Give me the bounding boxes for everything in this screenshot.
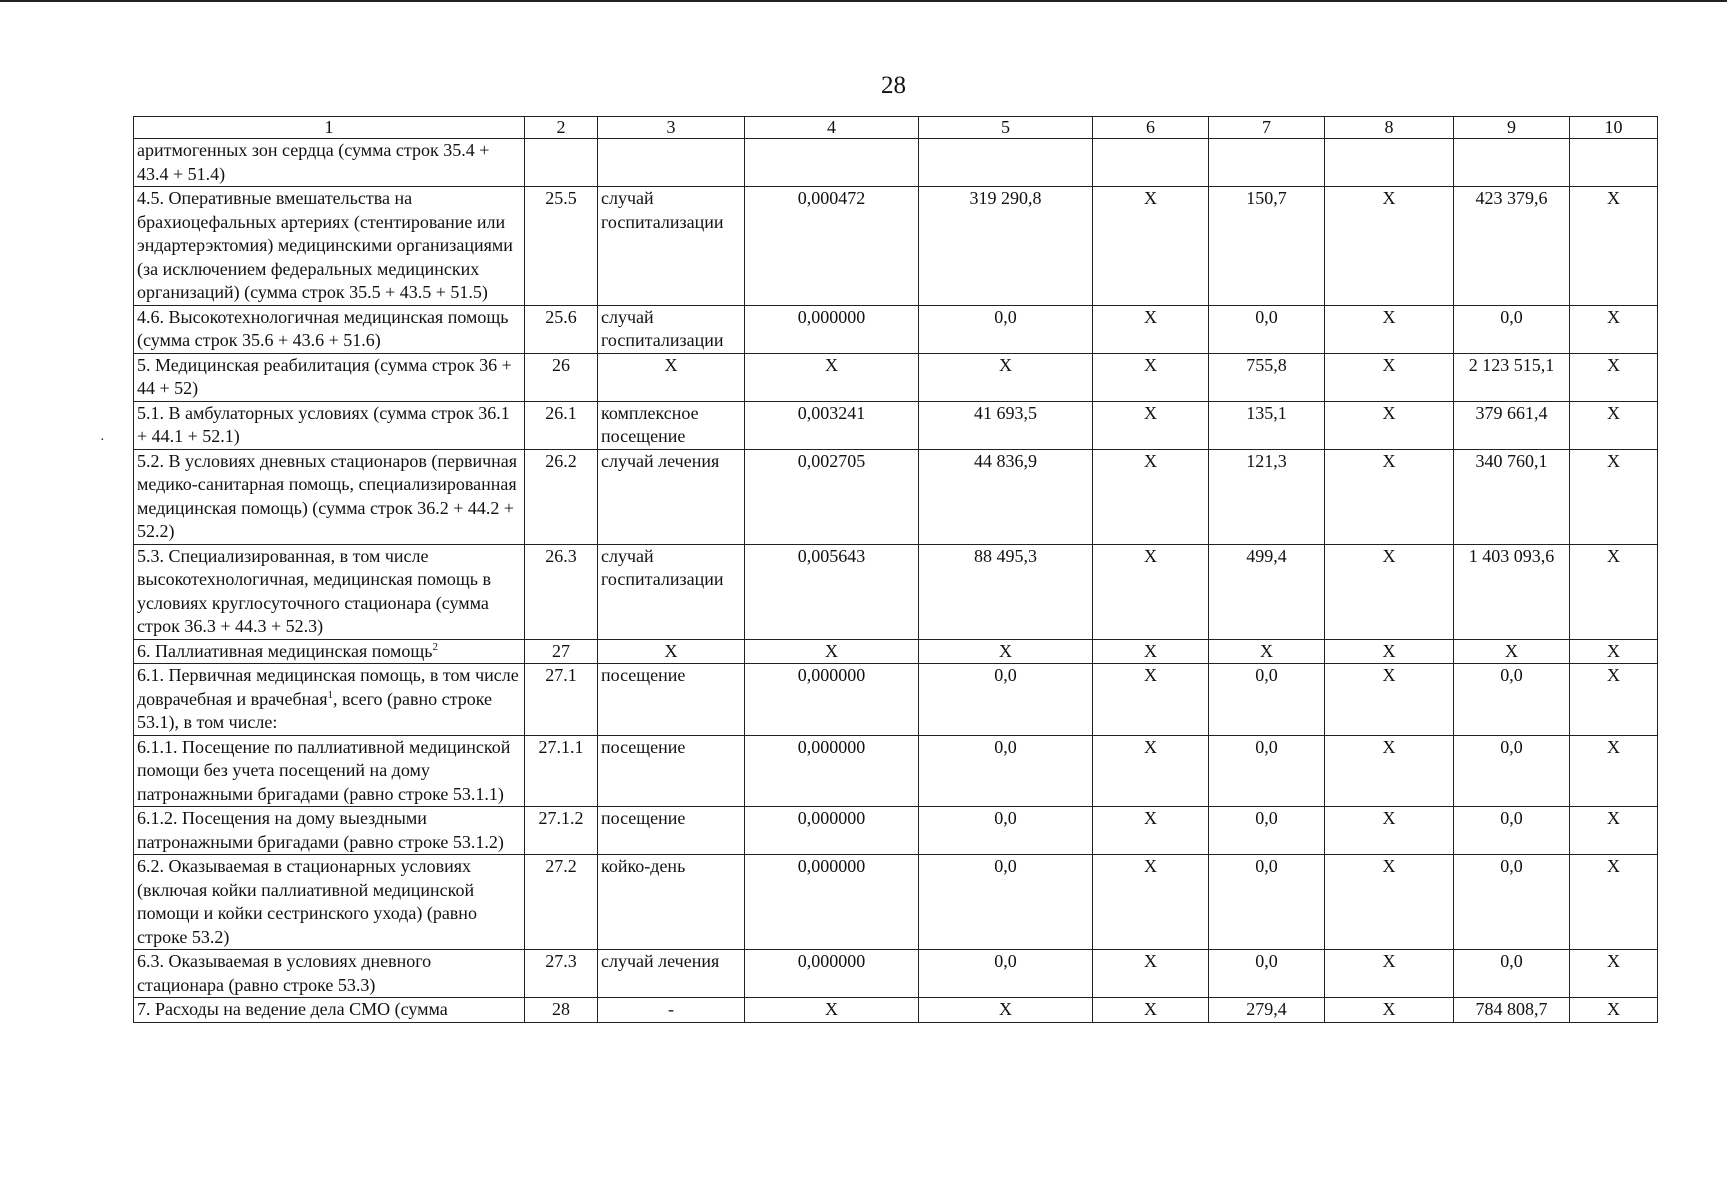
cell-col-8: X bbox=[1325, 401, 1454, 449]
page-top-border bbox=[0, 0, 1727, 2]
cell-col-8: X bbox=[1325, 449, 1454, 544]
cell-col-8 bbox=[1325, 139, 1454, 187]
cell-col-5: 0,0 bbox=[919, 807, 1093, 855]
row-name: 6.1.1. Посещение по паллиативной медицинской помощи без учета посещений на дому патронажными бригадами (равно строке 53.1.1) bbox=[137, 736, 511, 804]
cell-col-10 bbox=[1570, 139, 1658, 187]
cell-col-5: X bbox=[919, 639, 1093, 664]
row-name-cell bbox=[134, 735, 525, 807]
cell-col-7: 0,0 bbox=[1209, 950, 1325, 998]
cell-col-10: X bbox=[1570, 187, 1658, 306]
cell-col-4: 0,000000 bbox=[745, 807, 919, 855]
cell-col-10: X bbox=[1570, 998, 1658, 1023]
cell-col-6: X bbox=[1093, 950, 1209, 998]
cell-col-9: 340 760,1 bbox=[1454, 449, 1570, 544]
cell-col-6: X bbox=[1093, 735, 1209, 807]
cell-col-9: X bbox=[1454, 639, 1570, 664]
table-row bbox=[134, 544, 1658, 639]
row-name-cell bbox=[134, 353, 525, 401]
cell-col-9 bbox=[1454, 139, 1570, 187]
row-unit-cell: посещение bbox=[598, 664, 745, 736]
cell-col-8: X bbox=[1325, 353, 1454, 401]
column-header: 4 bbox=[745, 117, 919, 139]
cell-col-8: X bbox=[1325, 544, 1454, 639]
cell-col-4: 0,003241 bbox=[745, 401, 919, 449]
table-row bbox=[134, 735, 1658, 807]
column-header: 1 bbox=[134, 117, 525, 139]
cell-col-7: 499,4 bbox=[1209, 544, 1325, 639]
cell-col-4: 0,000000 bbox=[745, 950, 919, 998]
cell-col-8: X bbox=[1325, 187, 1454, 306]
cell-col-6 bbox=[1093, 139, 1209, 187]
row-code-cell: 25.6 bbox=[525, 305, 598, 353]
row-name-cell bbox=[134, 401, 525, 449]
table-row bbox=[134, 807, 1658, 855]
cell-col-9: 0,0 bbox=[1454, 305, 1570, 353]
row-name: 5. Медицинская реабилитация (сумма строк 36 + 44 + 52) bbox=[137, 354, 512, 398]
row-unit-cell: - bbox=[598, 998, 745, 1023]
cell-col-6: X bbox=[1093, 187, 1209, 306]
cell-col-10: X bbox=[1570, 735, 1658, 807]
table-row bbox=[134, 664, 1658, 736]
table-row bbox=[134, 139, 1658, 187]
row-code-cell: 25.5 bbox=[525, 187, 598, 306]
row-name: 6.1.2. Посещения на дому выездными патронажными бригадами (равно строке 53.1.2) bbox=[137, 808, 504, 852]
cell-col-4: X bbox=[745, 353, 919, 401]
row-name: 6.3. Оказываемая в условиях дневного стационара (равно строке 53.3) bbox=[137, 951, 432, 995]
cell-col-4: X bbox=[745, 998, 919, 1023]
cell-col-7: X bbox=[1209, 639, 1325, 664]
cell-col-4: X bbox=[745, 639, 919, 664]
cell-col-7: 0,0 bbox=[1209, 855, 1325, 950]
margin-mark: · bbox=[100, 433, 105, 448]
cell-col-9: 423 379,6 bbox=[1454, 187, 1570, 306]
table-row bbox=[134, 855, 1658, 950]
cell-col-5: 0,0 bbox=[919, 950, 1093, 998]
row-name: 7. Расходы на ведение дела СМО (сумма bbox=[137, 999, 448, 1019]
cell-col-5: 44 836,9 bbox=[919, 449, 1093, 544]
row-code-cell bbox=[525, 139, 598, 187]
cell-col-9: 0,0 bbox=[1454, 735, 1570, 807]
row-unit-cell: случай лечения bbox=[598, 449, 745, 544]
row-unit-cell: случай госпитализации bbox=[598, 305, 745, 353]
row-name-cell bbox=[134, 664, 525, 736]
cell-col-7 bbox=[1209, 139, 1325, 187]
column-header: 7 bbox=[1209, 117, 1325, 139]
row-unit-cell: X bbox=[598, 353, 745, 401]
cell-col-6: X bbox=[1093, 664, 1209, 736]
row-name-cell bbox=[134, 187, 525, 306]
cell-col-6: X bbox=[1093, 353, 1209, 401]
column-header: 8 bbox=[1325, 117, 1454, 139]
row-unit-cell: X bbox=[598, 639, 745, 664]
row-code-cell: 27.1.1 bbox=[525, 735, 598, 807]
table-row bbox=[134, 353, 1658, 401]
cell-col-5 bbox=[919, 139, 1093, 187]
row-name: 4.5. Оперативные вмешательства на брахиоцефальных артериях (стентирование или эндартерэктомия) медицинскими организациями (за исключением федеральных медицинских организаций) (сумма строк 35.5 + 43.5 + 51.5) bbox=[137, 188, 513, 302]
row-code-cell: 26.2 bbox=[525, 449, 598, 544]
header-row bbox=[134, 117, 1658, 139]
table-row bbox=[134, 998, 1658, 1023]
column-header: 9 bbox=[1454, 117, 1570, 139]
cell-col-9: 1 403 093,6 bbox=[1454, 544, 1570, 639]
cell-col-10: X bbox=[1570, 950, 1658, 998]
row-code-cell: 26.1 bbox=[525, 401, 598, 449]
column-header: 10 bbox=[1570, 117, 1658, 139]
cell-col-5: 0,0 bbox=[919, 305, 1093, 353]
page-number: 28 bbox=[881, 72, 906, 99]
cell-col-6: X bbox=[1093, 401, 1209, 449]
cell-col-4: 0,000000 bbox=[745, 735, 919, 807]
cell-col-5: X bbox=[919, 353, 1093, 401]
cell-col-5: 0,0 bbox=[919, 664, 1093, 736]
cell-col-4: 0,000472 bbox=[745, 187, 919, 306]
cell-col-8: X bbox=[1325, 855, 1454, 950]
row-unit-cell: случай лечения bbox=[598, 950, 745, 998]
cell-col-10: X bbox=[1570, 639, 1658, 664]
row-name-cell bbox=[134, 139, 525, 187]
row-code-cell: 27.1.2 bbox=[525, 807, 598, 855]
cell-col-8: X bbox=[1325, 950, 1454, 998]
row-name: 5.3. Специализированная, в том числе высокотехнологичная, медицинская помощь в условиях круглосуточного стационара (сумма строк 36.3 + 44.3 + 52.3) bbox=[137, 545, 491, 636]
cell-col-8: X bbox=[1325, 639, 1454, 664]
table-row bbox=[134, 305, 1658, 353]
row-name-cell bbox=[134, 639, 525, 664]
cell-col-7: 121,3 bbox=[1209, 449, 1325, 544]
cell-col-7: 0,0 bbox=[1209, 305, 1325, 353]
cell-col-8: X bbox=[1325, 305, 1454, 353]
data-table bbox=[133, 116, 1658, 1023]
row-unit-cell: посещение bbox=[598, 807, 745, 855]
cell-col-6: X bbox=[1093, 855, 1209, 950]
row-name-cell bbox=[134, 950, 525, 998]
cell-col-10: X bbox=[1570, 449, 1658, 544]
cell-col-4: 0,005643 bbox=[745, 544, 919, 639]
row-code-cell: 26 bbox=[525, 353, 598, 401]
row-name: 6.1. Первичная медицинская помощь, в том числе доврачебная и врачебная bbox=[137, 665, 519, 709]
cell-col-7: 0,0 bbox=[1209, 735, 1325, 807]
cell-col-7: 279,4 bbox=[1209, 998, 1325, 1023]
cell-col-10: X bbox=[1570, 544, 1658, 639]
cell-col-5: 319 290,8 bbox=[919, 187, 1093, 306]
column-header: 2 bbox=[525, 117, 598, 139]
row-name: 6. Паллиативная медицинская помощь bbox=[137, 640, 433, 661]
cell-col-9: 784 808,7 bbox=[1454, 998, 1570, 1023]
row-name-cell bbox=[134, 855, 525, 950]
cell-col-6: X bbox=[1093, 998, 1209, 1023]
cell-col-6: X bbox=[1093, 544, 1209, 639]
row-name-cell bbox=[134, 998, 525, 1023]
cell-col-8: X bbox=[1325, 998, 1454, 1023]
row-name-cell bbox=[134, 305, 525, 353]
cell-col-6: X bbox=[1093, 639, 1209, 664]
row-code-cell: 26.3 bbox=[525, 544, 598, 639]
cell-col-10: X bbox=[1570, 353, 1658, 401]
row-name: 5.1. В амбулаторных условиях (сумма строк 36.1 + 44.1 + 52.1) bbox=[137, 402, 510, 446]
cell-col-5: 0,0 bbox=[919, 855, 1093, 950]
cell-col-7: 0,0 bbox=[1209, 807, 1325, 855]
cell-col-7: 150,7 bbox=[1209, 187, 1325, 306]
table-row bbox=[134, 950, 1658, 998]
row-code-cell: 28 bbox=[525, 998, 598, 1023]
cell-col-5: 41 693,5 bbox=[919, 401, 1093, 449]
cell-col-8: X bbox=[1325, 664, 1454, 736]
row-unit-cell: случай госпитализации bbox=[598, 544, 745, 639]
cell-col-10: X bbox=[1570, 401, 1658, 449]
cell-col-9: 0,0 bbox=[1454, 807, 1570, 855]
table-row bbox=[134, 401, 1658, 449]
row-unit-cell: посещение bbox=[598, 735, 745, 807]
cell-col-7: 0,0 bbox=[1209, 664, 1325, 736]
cell-col-4 bbox=[745, 139, 919, 187]
cell-col-4: 0,002705 bbox=[745, 449, 919, 544]
cell-col-8: X bbox=[1325, 807, 1454, 855]
footnote-mark: 2 bbox=[432, 640, 438, 653]
row-name: 5.2. В условиях дневных стационаров (первичная медико-санитарная помощь, специализированная медицинская помощь) (сумма строк 36.2 + 44.2 + 52.2) bbox=[137, 450, 518, 541]
column-header: 5 bbox=[919, 117, 1093, 139]
table-row bbox=[134, 639, 1658, 664]
column-header: 6 bbox=[1093, 117, 1209, 139]
row-name-cell bbox=[134, 807, 525, 855]
row-name: аритмогенных зон сердца (сумма строк 35.4 + 43.4 + 51.4) bbox=[137, 140, 490, 184]
cell-col-9: 2 123 515,1 bbox=[1454, 353, 1570, 401]
cell-col-5: X bbox=[919, 998, 1093, 1023]
column-header: 3 bbox=[598, 117, 745, 139]
table-row bbox=[134, 187, 1658, 306]
row-unit-cell: комплексное посещение bbox=[598, 401, 745, 449]
cell-col-5: 88 495,3 bbox=[919, 544, 1093, 639]
row-code-cell: 27.1 bbox=[525, 664, 598, 736]
row-name-cell bbox=[134, 449, 525, 544]
table-row bbox=[134, 449, 1658, 544]
cell-col-6: X bbox=[1093, 305, 1209, 353]
cell-col-9: 0,0 bbox=[1454, 950, 1570, 998]
row-unit-cell: койко-день bbox=[598, 855, 745, 950]
row-code-cell: 27.2 bbox=[525, 855, 598, 950]
cell-col-7: 135,1 bbox=[1209, 401, 1325, 449]
row-unit-cell: случай госпитализации bbox=[598, 187, 745, 306]
row-code-cell: 27.3 bbox=[525, 950, 598, 998]
cell-col-4: 0,000000 bbox=[745, 664, 919, 736]
cell-col-10: X bbox=[1570, 855, 1658, 950]
cell-col-4: 0,000000 bbox=[745, 305, 919, 353]
cell-col-9: 0,0 bbox=[1454, 855, 1570, 950]
cell-col-7: 755,8 bbox=[1209, 353, 1325, 401]
cell-col-9: 379 661,4 bbox=[1454, 401, 1570, 449]
cell-col-10: X bbox=[1570, 305, 1658, 353]
row-name-tail: , всего (равно строке 53.1), в том числе: bbox=[137, 688, 493, 732]
cell-col-5: 0,0 bbox=[919, 735, 1093, 807]
cell-col-4: 0,000000 bbox=[745, 855, 919, 950]
footnote-mark: 1 bbox=[327, 688, 334, 701]
row-name: 4.6. Высокотехнологичная медицинская помощь (сумма строк 35.6 + 43.6 + 51.6) bbox=[137, 306, 509, 350]
cell-col-6: X bbox=[1093, 807, 1209, 855]
cell-col-10: X bbox=[1570, 807, 1658, 855]
cell-col-8: X bbox=[1325, 735, 1454, 807]
row-unit-cell bbox=[598, 139, 745, 187]
row-name: 6.2. Оказываемая в стационарных условиях (включая койки паллиативной медицинской помощи и койки сестринского ухода) (равно строке 53.2) bbox=[137, 856, 477, 947]
row-code-cell: 27 bbox=[525, 639, 598, 664]
cell-col-10: X bbox=[1570, 664, 1658, 736]
cell-col-9: 0,0 bbox=[1454, 664, 1570, 736]
cell-col-6: X bbox=[1093, 449, 1209, 544]
row-name-cell bbox=[134, 544, 525, 639]
